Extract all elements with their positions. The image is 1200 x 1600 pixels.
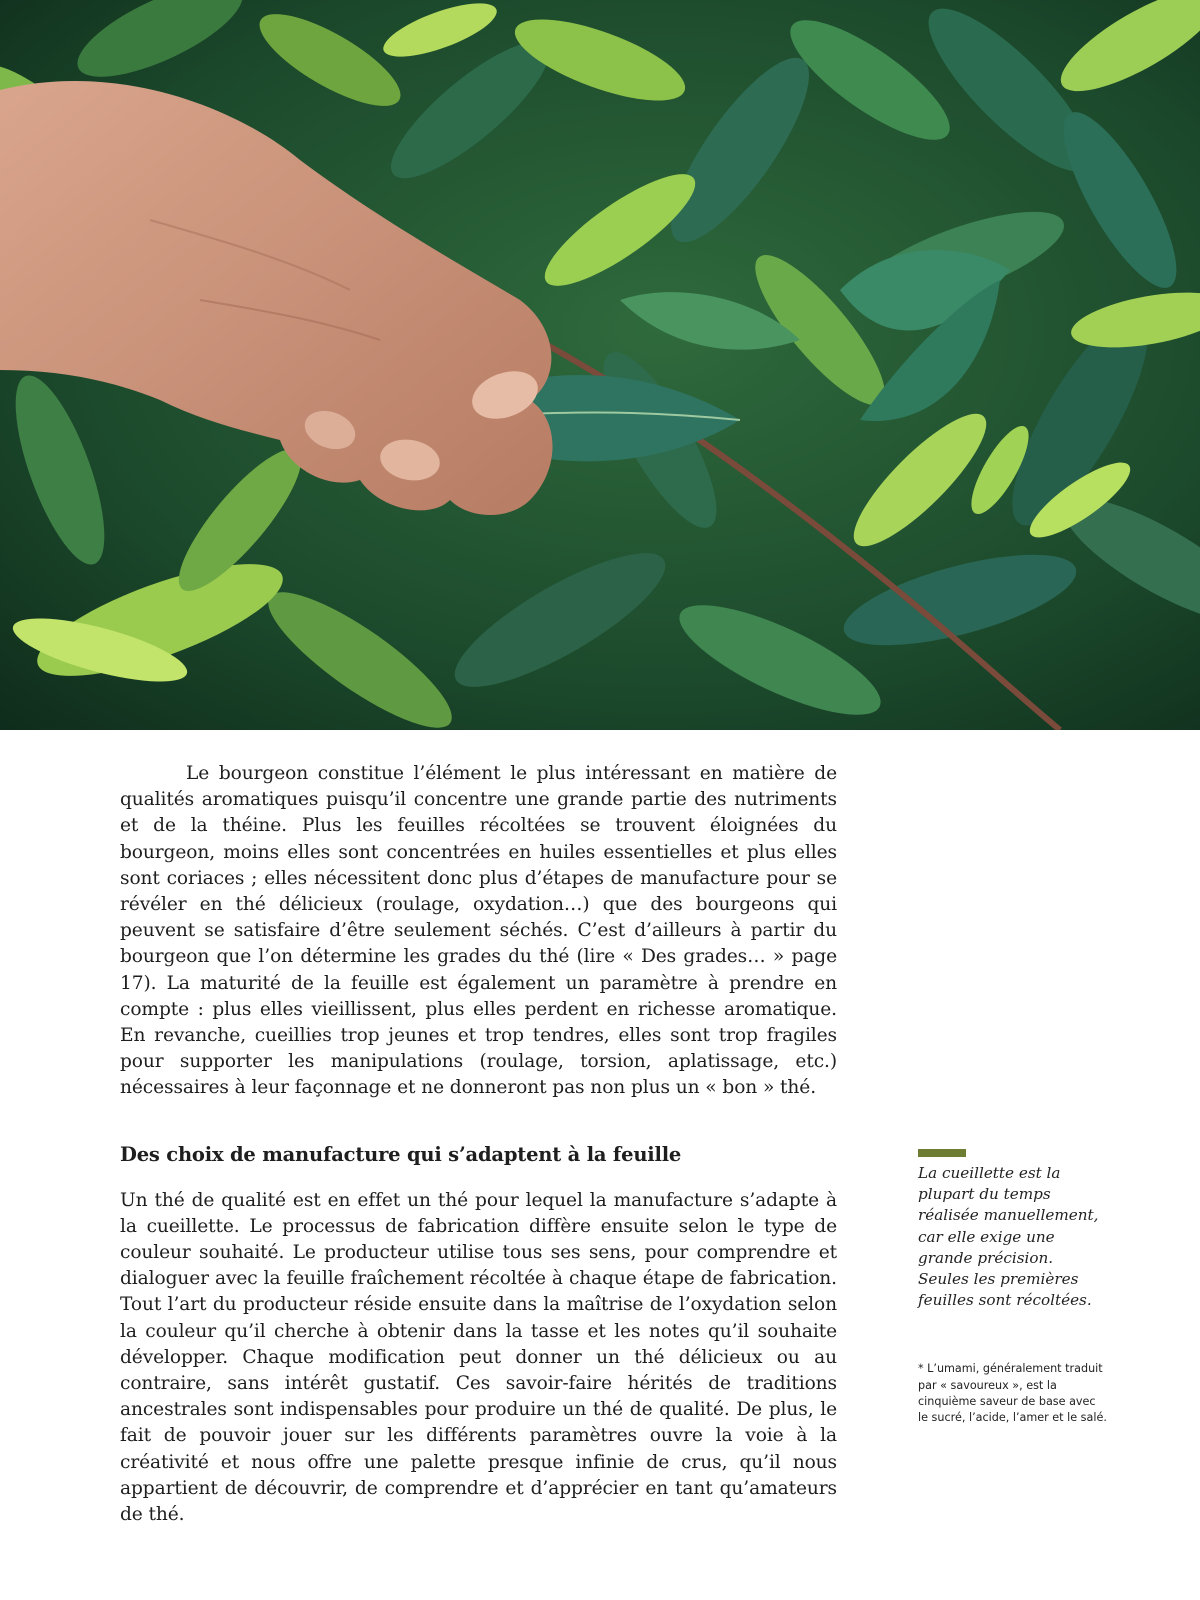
accent-bar xyxy=(918,1149,966,1157)
article-body xyxy=(120,761,837,1528)
sidebar xyxy=(918,1149,1108,1426)
photo-caption: La cueillette est la plupart du temps réalisée manuellement, car elle exige une grande précision. Seules les premières feuilles sont récoltées. xyxy=(918,1164,1099,1310)
section-heading: Des choix de manufacture qui s’adaptent à la feuille xyxy=(120,1142,682,1166)
paragraph-manufacture: Un thé de qualité est en effet un thé pour lequel la manufacture s’adapte à la cueillette. Le processus de fabrication diffère ensuite selon le type de couleur souhaité. Le producteur utilise tous ses sens, pour comprendre et dialoguer avec la feuille fraîchement récoltée à chaque étape de fabrication. Tout l’art du producteur réside ensuite dans la maîtrise de l’oxydation selon la couleur qu’il cherche à obtenir dans la tasse et les notes qu’il souhaite développer. Chaque modification peut donner un thé délicieux ou au contraire, sans intérêt gustatif. Ces savoir-faire hérités de traditions ancestrales sont indispensables pour produire un thé de qualité. De plus, le fait de pouvoir jouer sur les différents paramètres ouvre la voie à la créativité et nous offre une palette presque infinie de crus, qu’il nous appartient de découvrir, de comprendre et d’apprécier en tant qu’amateurs de thé. xyxy=(120,1189,837,1526)
footnote: * L’umami, généralement traduit par « savoureux », est la cinquième saveur de base avec le sucré, l’acide, l’amer et le salé. xyxy=(918,1362,1107,1425)
tea-harvest-photo xyxy=(0,0,1200,730)
paragraph-bourgeon: Le bourgeon constitue l’élément le plus intéressant en matière de qualités aromatiques puisqu’il concentre une grande partie des nutriments et de la théine. Plus les feuilles récoltées se trouvent éloignées du bourgeon, moins elles sont concentrées en huiles essentielles et plus elles sont coriaces ; elles nécessitent donc plus d’étapes de manufacture pour se révéler en thé délicieux (roulage, oxydation…) que des bourgeons qui peuvent se satisfaire d’être seulement séchés. C’est d’ailleurs à partir du bourgeon que l’on détermine les grades du thé (lire « Des grades… » page 17). La maturité de la feuille est également un paramètre à prendre en compte : plus elles vieillissent, plus elles perdent en richesse aromatique. En revanche, cueillies trop jeunes et trop tendres, elles sont trop fragiles pour supporter les manipulations (roulage, torsion, aplatissage, etc.) nécessaires à leur façonnage et ne donneront pas non plus un « bon » thé. xyxy=(120,763,837,1099)
tea-leaves-illustration xyxy=(0,0,1200,730)
